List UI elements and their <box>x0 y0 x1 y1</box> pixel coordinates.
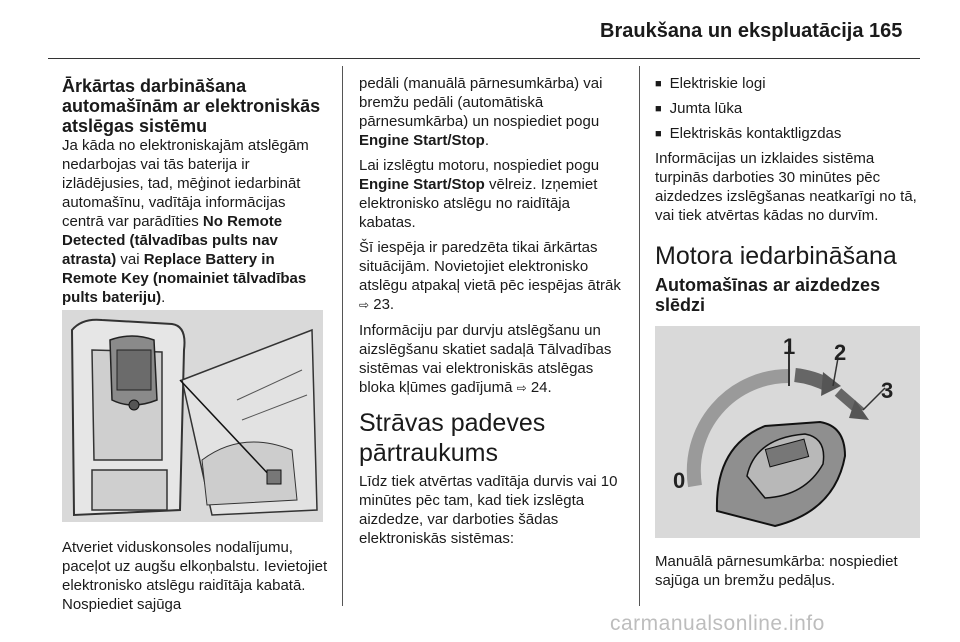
list-item: ■ Elektriskās kontaktligzdas <box>655 124 923 145</box>
list-item: ■ Jumta lūka <box>655 99 923 120</box>
page-ref-24[interactable]: 24 <box>530 379 548 396</box>
power-cut-heading: Strāvas padeves pārtraukums <box>359 409 546 467</box>
position-label-3: 3 <box>881 378 894 403</box>
infotainment-paragraph: Informācijas un izklaides sistēma turpinās darboties 30 minūtes pēc aizdedzes izslēgšanas neatkarīgi no tā, vai tiek atvērtas kādas no durvīm. <box>655 150 917 224</box>
column-1 <box>62 74 330 313</box>
power-cut-paragraph: Līdz tiek atvērtas vadītāja durvis vai 10 minūtes pēc tam, kad tiek izslēgta aizdedze, var darboties šādas elektroniskās sistēmas: <box>359 473 618 547</box>
console-instruction-paragraph: Atveriet viduskonsoles nodalījumu, paceļot uz augšu elkoņbalstu. Ievietojiet elektronisko atslēgu raidītāja kabatā. Nospiediet sajūga <box>62 539 328 613</box>
page-ref-arrow-icon: ⇨ <box>359 298 370 312</box>
console-pocket-illustration <box>62 310 323 522</box>
stop-engine-paragraph: Lai izslēgtu motoru, nospiediet pogu Engine Start/Stop vēlreiz. Izņemiet elektronisko atslēgu no raidītāja kabatas. <box>359 157 600 231</box>
position-label-0: 0 <box>673 468 686 493</box>
watermark: carmanualsonline.info <box>610 612 825 635</box>
page-ref-23[interactable]: 23 <box>373 296 390 313</box>
list-item: ■ Elektriskie logi <box>655 74 923 95</box>
powered-systems-list <box>655 74 923 145</box>
ignition-switch-illustration <box>655 326 920 538</box>
door-lock-paragraph: Informāciju par durvju atslēgšanu un aizslēgšanu skatiet sadaļā Tālvadības sistēmas vai elektroniskās atslēgas bloka kļūmes gadījumā ⇨ 24. <box>359 322 612 396</box>
start-button-paragraph: pedāli (manuālā pārnesumkārba) vai bremžu pedāli (automātiskā pārnesumkārba) un nospiediet pogu Engine Start/Stop. <box>359 75 603 149</box>
column-2 <box>359 74 627 554</box>
column-1-bottom <box>62 538 330 620</box>
page-ref-arrow-icon: ⇨ <box>516 381 527 395</box>
emergency-start-paragraph: Ja kāda no elektroniskajām atslēgām nedarbojas vai tās baterija ir izlādējusies, tad, mēģinot iedarbināt automašīnu, vadītāja informācijas centrā var parādīties No Remote Detected (tālvadības pults nav atrasta) vai Replace Battery in Remote Key (nomainiet tālvadības pults bateriju). <box>62 137 309 306</box>
position-label-2: 2 <box>834 340 847 365</box>
ignition-switch-subheading: Automašīnas ar aizdedzes slēdzi <box>655 275 881 315</box>
console-pocket-drawing <box>62 310 323 522</box>
column-3-bottom <box>655 552 923 596</box>
column-3 <box>655 74 923 315</box>
page-header <box>0 0 960 62</box>
manual-gearbox-paragraph: Manuālā pārnesumkārba: nospiediet sajūga un bremžu pedāļus. <box>655 553 898 589</box>
section-title: Braukšana un ekspluatācija <box>600 20 864 42</box>
page-number: 165 <box>869 20 903 42</box>
header-rule <box>48 58 920 59</box>
column-divider-1 <box>342 66 343 606</box>
ignition-switch-drawing <box>655 326 920 538</box>
engine-start-heading: Motora iedarbināšana <box>655 242 897 270</box>
emergency-start-heading: Ārkārtas darbināšana automašīnām ar elektroniskās atslēgas sistēmu <box>62 76 321 136</box>
position-label-1: 1 <box>783 334 796 359</box>
column-divider-2 <box>639 66 640 606</box>
emergency-only-paragraph: Šī iespēja ir paredzēta tikai ārkārtas situācijām. Novietojiet elektronisko atslēgu atpakaļ vietā pēc iespējas ātrāk ⇨ 23. <box>359 239 621 313</box>
